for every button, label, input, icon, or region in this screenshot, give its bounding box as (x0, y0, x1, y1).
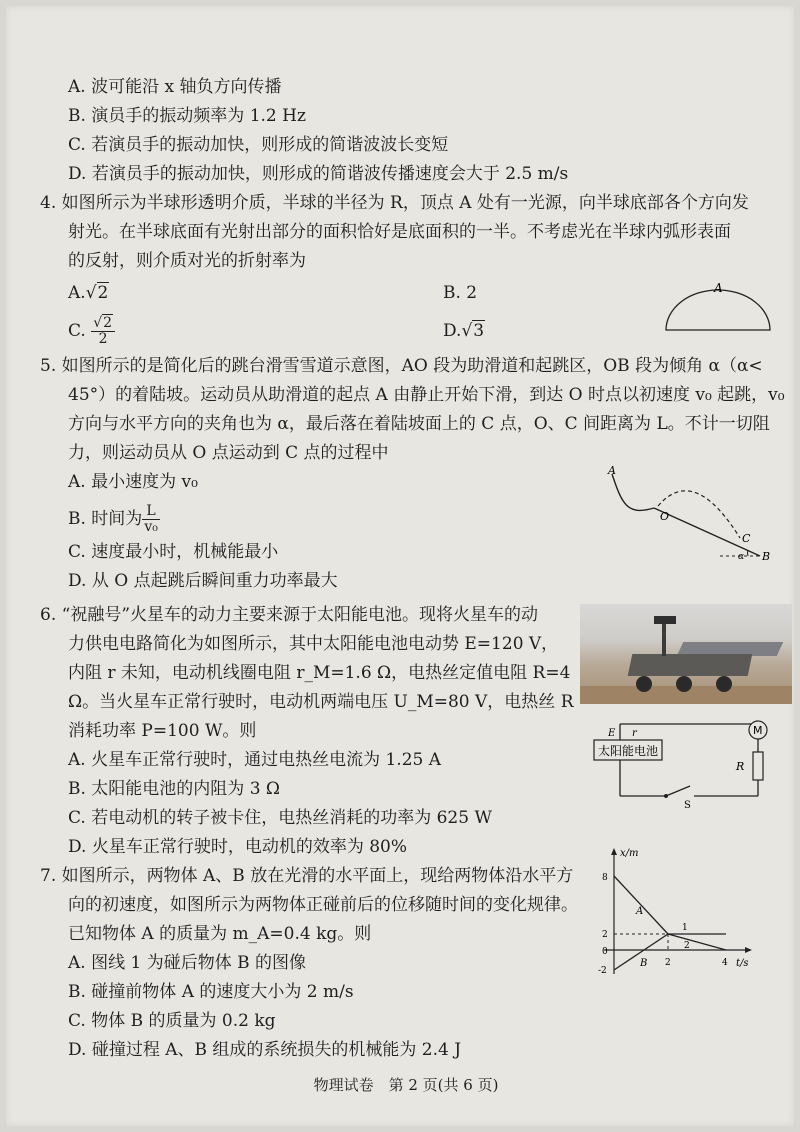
q7-option-c: C. 物体 B 的质量为 0.2 kg (68, 1011, 276, 1031)
q7-option-d: D. 碰撞过程 A、B 组成的系统损失的机械能为 2.4 J (68, 1040, 462, 1060)
graph-ytick-8: 8 (602, 873, 608, 883)
exam-page (6, 6, 794, 1126)
q4-option-c: C. $\frac{√2}{2}$ (68, 316, 115, 347)
q6-option-a: A. 火星车正常行驶时，通过电热丝电流为 1.25 A (68, 750, 442, 770)
graph-line-2-label: 2 (684, 941, 690, 951)
ski-label-alpha: α (738, 552, 745, 562)
q7-option-b: B. 碰撞前物体 A 的速度大小为 2 m/s (68, 982, 354, 1002)
motor-label: M (753, 724, 763, 737)
q3-option-a: A. 波可能沿 x 轴负方向传播 (68, 77, 282, 97)
q4-stem-line1: 4. 如图所示为半球形透明介质，半球的半径为 R，顶点 A 处有一光源，向半球底部各个方向发 (40, 193, 749, 213)
emf-label: E (608, 728, 616, 739)
q3-option-d: D. 若演员手的振动加快，则形成的简谐波传播速度会大于 2.5 m/s (68, 164, 569, 184)
graph-ytick-0: 0 (602, 947, 608, 957)
switch-label: S (684, 800, 691, 808)
q5-option-a: A. 最小速度为 v₀ (68, 472, 198, 492)
heater-resistor-label: R (736, 760, 745, 773)
solar-cell-label: 太阳能电池 (598, 744, 659, 758)
q5-option-d: D. 从 O 点起跳后瞬间重力功率最大 (68, 571, 338, 591)
q3-option-b: B. 演员手的振动频率为 1.2 Hz (68, 106, 306, 126)
q4-stem-line2: 射光。在半球底面有光射出部分的面积恰好是底面积的一半。不考虑光在半球内弧形表面 (68, 222, 731, 242)
q5-stem-line4: 力，则运动员从 O 点运动到 C 点的过程中 (68, 443, 389, 463)
q5-stem-line2: 45°）的着陆坡。运动员从助滑道的起点 A 由静止开始下滑，到达 O 时点以初速度 v₀ 起跳，v₀ (68, 385, 785, 405)
q5-option-b: B. 时间为 $\frac{L}{\text{v₀}}$ (68, 503, 158, 535)
ski-label-c: C (742, 532, 751, 545)
q7-stem-line1: 7. 如图所示，两物体 A、B 放在光滑的水平面上，现给两物体沿水平方 (40, 866, 574, 886)
q4-stem-line3: 的反射，则介质对光的折射率为 (68, 251, 306, 271)
hemisphere-figure (660, 282, 778, 336)
graph-ytick-neg2: -2 (598, 966, 607, 976)
q7-stem-line2: 向的初速度，如图所示为两物体正碰前后的位移随时间的变化规律。 (68, 895, 578, 915)
graph-ytick-2: 2 (602, 930, 608, 940)
graph-xtick-4: 4 (722, 958, 728, 968)
q4-option-d: D.√3 (443, 321, 485, 341)
graph-xlabel: t/s (736, 958, 749, 969)
ski-label-a: A (608, 464, 616, 477)
q5-option-c: C. 速度最小时，机械能最小 (68, 542, 279, 562)
ski-label-b: B (762, 550, 771, 562)
page-footer: 物理试卷 第 2 页(共 6 页) (313, 1076, 499, 1094)
q6-stem-line1: 6. “祝融号”火星车的动力主要来源于太阳能电池。现将火星车的动 (40, 605, 539, 625)
mars-rover-photo (580, 604, 792, 704)
internal-resistance-label: r (632, 728, 637, 739)
q6-stem-line5: 消耗功率 P=100 W。则 (68, 721, 257, 741)
graph-line-a-label: A (636, 906, 644, 917)
q7-option-a: A. 图线 1 为碰后物体 B 的图像 (68, 953, 307, 973)
q7-stem-line3: 已知物体 A 的质量为 m_A=0.4 kg。则 (68, 924, 372, 944)
graph-xtick-2: 2 (665, 958, 671, 968)
q6-option-c: C. 若电动机的转子被卡住，电热丝消耗的功率为 625 W (68, 808, 492, 828)
q6-stem-line3: 内阻 r 未知，电动机线圈电阻 r_M=1.6 Ω，电热丝定值电阻 R=4 (68, 663, 571, 683)
q4-option-b: B. 2 (443, 283, 478, 303)
q4-option-a: A.√2 (68, 283, 109, 303)
q5-stem-line3: 方向与水平方向的夹角也为 α，最后落在着陆坡面上的 C 点，O、C 间距离为 L。不计一切阻 (68, 414, 770, 434)
hemisphere-vertex-label: A (714, 282, 723, 295)
graph-ylabel: x/m (620, 848, 639, 859)
heater-resistor-icon (753, 752, 763, 780)
q6-stem-line4: Ω。当火星车正常行驶时，电动机两端电压 U_M=80 V，电热丝 R (68, 692, 574, 712)
q5-stem-line1: 5. 如图所示的是简化后的跳台滑雪雪道示意图，AO 段为助滑道和起跳区，OB 段为倾角 α（α< (40, 356, 763, 376)
displacement-time-graph (594, 846, 758, 982)
rover-circuit-diagram (590, 712, 776, 808)
ski-jump-figure (602, 464, 776, 562)
q6-option-b: B. 太阳能电池的内阻为 3 Ω (68, 779, 281, 799)
q3-option-c: C. 若演员手的振动加快，则形成的简谐波波长变短 (68, 135, 449, 155)
q6-stem-line2: 力供电电路简化为如图所示，其中太阳能电池电动势 E=120 V， (68, 634, 559, 654)
q6-option-d: D. 火星车正常行驶时，电动机的效率为 80% (68, 837, 408, 857)
graph-line-b-label: B (640, 958, 648, 969)
ski-label-o: O (660, 510, 670, 523)
graph-line-1-label: 1 (682, 923, 688, 933)
